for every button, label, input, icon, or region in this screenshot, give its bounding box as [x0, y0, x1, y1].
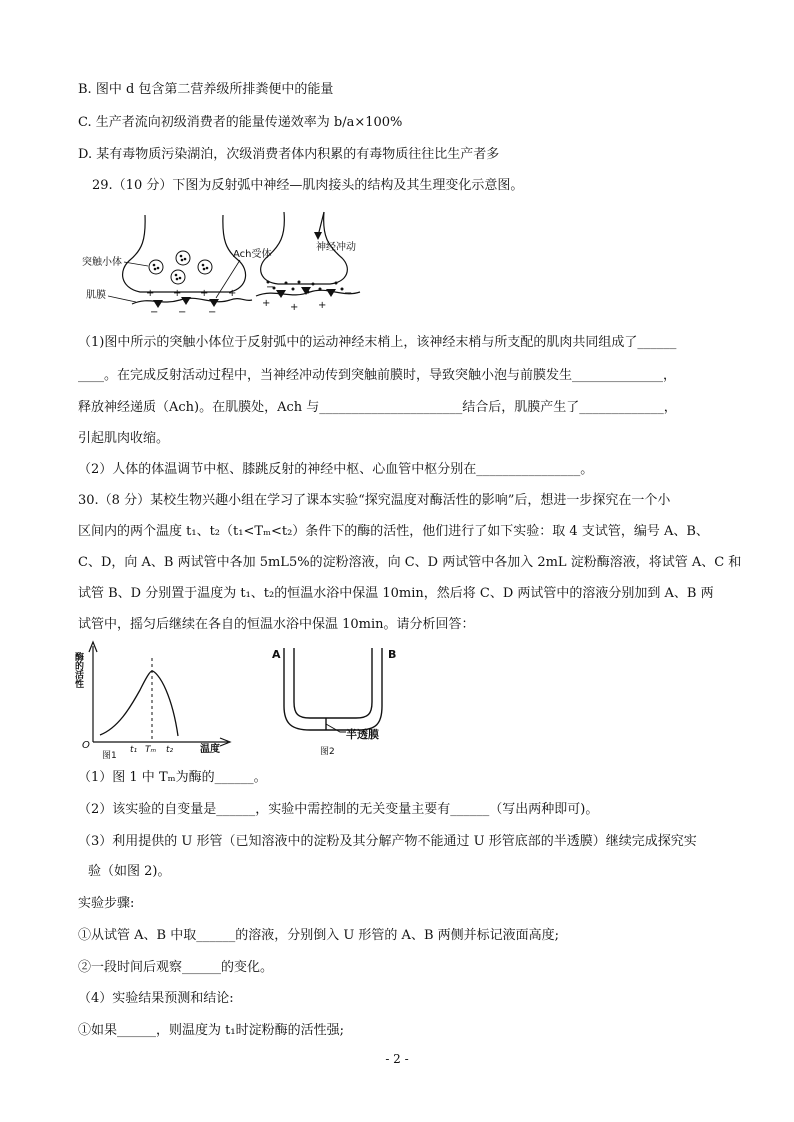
q30-stem-line5: 试管中，摇匀后继续在各自的恒温水浴中保温 10min。请分析回答： [78, 617, 475, 632]
svg-text:−: − [178, 307, 187, 318]
q30-stem-line3: C、D，向 A、B 两试管中各加 5mL5%的淀粉溶液，向 C、D 两试管中各加入 2mL 淀粉酶溶液，将试管 A、C 和 [78, 555, 742, 570]
ach-receptor-label: Ach受体 [233, 249, 272, 260]
svg-text:−: − [266, 282, 275, 293]
fig2-membrane-label: 半透膜 [346, 728, 379, 741]
q29-part2: （2）人体的体温调节中枢、膝跳反射的神经中枢、心血管中枢分别在________________。 [78, 462, 594, 477]
svg-text:−: − [208, 307, 217, 318]
step-2: ②一段时间后观察______的变化。 [78, 960, 274, 975]
synapse-figure [80, 210, 370, 320]
svg-text:+: + [262, 298, 271, 309]
q30-stem-line2: 区间内的两个温度 t₁、t₂（t₁<Tₘ<t₂）条件下的酶的活性，他们进行了如下实验：取 4 支试管，编号 A、B、 [78, 524, 709, 539]
q30-part3-line1: （3）利用提供的 U 形管（已知溶液中的淀粉及其分解产物不能通过 U 形管底部的半透膜）继续完成探究实 [78, 834, 697, 849]
q29-part1-line4: 引起肌肉收缩。 [78, 431, 170, 446]
page-number: - 2 - [385, 1052, 409, 1066]
option-d: D. 某有毒物质污染湖泊，次级消费者体内积累的有毒物质往往比生产者多 [78, 147, 500, 162]
fig1-x-label: 温度 [200, 744, 220, 755]
fig2-label-a: A [272, 648, 281, 661]
q29-part1-line1: （1)图中所示的突触小体位于反射弧中的运动神经末梢上，该神经末梢与所支配的肌肉共同组成了______ [78, 335, 677, 350]
svg-text:+: + [200, 288, 209, 299]
fig1-enzyme-activity [73, 638, 238, 761]
option-c: C. 生产者流向初级消费者的能量传递效率为 b/a×100% [78, 115, 403, 130]
svg-text:+: + [146, 288, 155, 299]
q30-part1: （1）图 1 中 Tₘ为酶的______。 [78, 770, 267, 785]
fig1-origin: O [82, 740, 90, 751]
q30-stem-line4: 试管 B、D 分别置于温度为 t₁、t₂的恒温水浴中保温 10min，然后将 C、D 两试管中的溶液分别加到 A、B 两 [78, 586, 714, 601]
q30-part3-line2: 验（如图 2)。 [88, 864, 171, 879]
fig2-u-tube [270, 642, 420, 758]
prediction-1: ①如果______，则温度为 t₁时淀粉酶的活性强; [78, 1023, 344, 1038]
svg-text:−: − [150, 307, 159, 318]
svg-text:+: + [228, 288, 237, 299]
fig1-tick-t1: t₁ [130, 745, 138, 755]
q30-part2: （2）该实验的自变量是______，实验中需控制的无关变量主要有______（写出两种即可)。 [78, 802, 599, 817]
svg-text:+: + [290, 302, 299, 313]
muscle-membrane-label: 肌膜 [86, 290, 106, 301]
q30-part4: （4）实验结果预测和结论: [78, 991, 234, 1006]
svg-text:+: + [173, 288, 182, 299]
question-29-stem: 29.（10 分）下图为反射弧中神经—肌肉接头的结构及其生理变化示意图。 [92, 178, 524, 193]
svg-text:−: − [344, 288, 353, 299]
nerve-impulse-label: 神经冲动 [316, 242, 356, 253]
fig1-caption: 图1 [102, 751, 117, 761]
q30-stem-line1: 30.（8 分）某校生物兴趣小组在学习了课本实验“探究温度对酶活性的影响”后，想进一步探究在一个小 [78, 493, 671, 508]
fig1-tick-t2: t₂ [166, 745, 174, 755]
q29-part1-line3: 释放神经递质（Ach)。在肌膜处，Ach 与______________________结合后，肌膜产生了_____________， [78, 400, 677, 415]
q29-part1-line2: ____。在完成反射活动过程中，当神经冲动传到突触前膜时，导致突触小泡与前膜发生______________， [78, 368, 677, 383]
step-1: ①从试管 A、B 中取______的溶液，分别倒入 U 形管的 A、B 两侧并标记液面高度; [78, 928, 560, 943]
fig2-caption: 图2 [320, 747, 335, 757]
experiment-steps-heading: 实验步骤: [78, 896, 135, 911]
fig2-label-b: B [388, 648, 397, 661]
fig1-y-label: 酶的活性 [73, 652, 83, 688]
synaptic-knob-label: 突触小体 [82, 257, 122, 268]
svg-text:+: + [318, 300, 327, 311]
fig1-tick-tm: Tₘ [145, 745, 157, 755]
option-b: B. 图中 d 包含第二营养级所排粪便中的能量 [78, 82, 334, 97]
